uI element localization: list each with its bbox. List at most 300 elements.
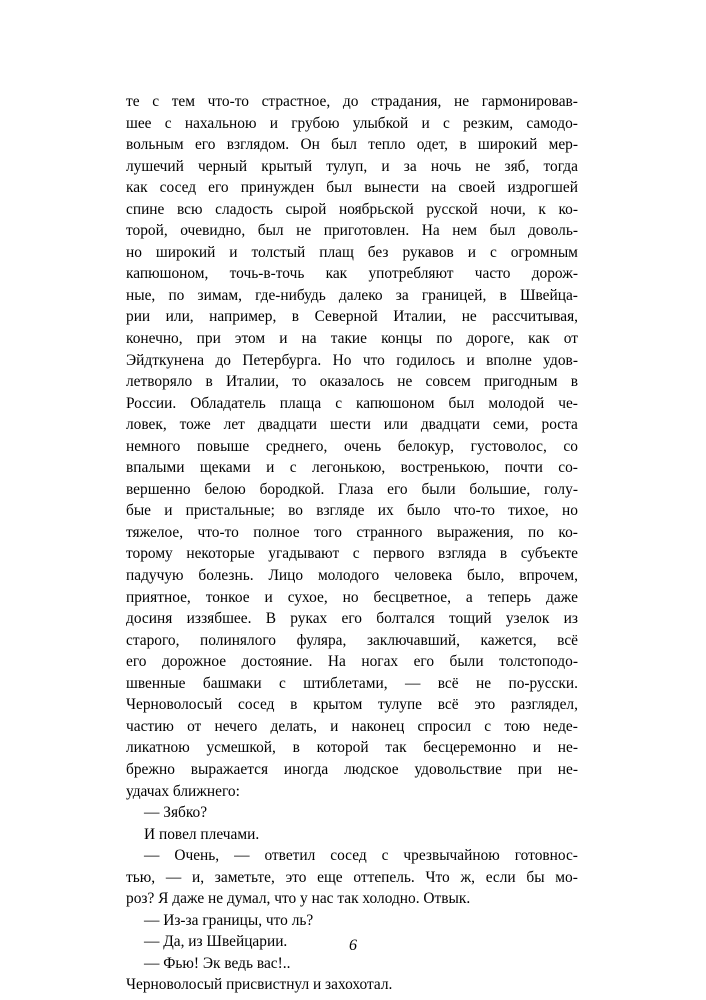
text-word: Северной	[314, 308, 378, 326]
text-word: не	[454, 93, 470, 110]
text-word: в	[291, 308, 300, 326]
text-word: большие,	[469, 480, 531, 498]
text-word: нахальною	[184, 114, 257, 132]
text-word: удовольствие	[414, 760, 502, 778]
text-line: — Из-за границы, что ль?	[144, 911, 314, 929]
text-word: был	[326, 179, 353, 197]
text-word: кажется,	[480, 631, 537, 649]
text-word: еще	[317, 868, 343, 886]
text-word: бесцветное,	[373, 588, 451, 606]
text-word: среднего,	[265, 437, 328, 455]
text-word: летворяло	[126, 373, 193, 391]
text-word: не-	[557, 760, 578, 778]
text-word: с	[289, 459, 297, 477]
text-line	[126, 242, 578, 264]
text-word: вполне	[486, 351, 532, 369]
text-word: ночь	[430, 157, 462, 175]
text-word: страдания,	[371, 93, 442, 110]
text-word: некоторые	[186, 545, 255, 563]
text-line	[126, 543, 578, 565]
text-word: тощий	[449, 610, 492, 628]
text-line: — Да, из Швейцарии.	[144, 933, 288, 951]
text-word: всё	[437, 696, 459, 714]
text-word: крытом	[313, 696, 363, 714]
text-word: немного	[126, 437, 181, 455]
text-word: был	[489, 222, 516, 240]
text-word: Петербурга.	[242, 351, 322, 369]
text-line	[126, 436, 578, 458]
text-word: крытый	[261, 157, 313, 175]
page-number: 6	[349, 937, 357, 954]
text-word: рассчитывая,	[492, 308, 578, 326]
text-word: и	[269, 114, 278, 132]
text-word: тулуп,	[326, 157, 368, 175]
text-line	[126, 587, 578, 609]
text-line	[126, 565, 578, 587]
text-word: улыбкой	[352, 114, 409, 132]
text-word: было,	[467, 567, 505, 585]
text-word: досиня	[126, 610, 173, 628]
text-word: резким,	[463, 114, 514, 132]
text-word: Черноволосый	[126, 696, 223, 714]
text-word: сладость	[215, 200, 273, 218]
text-word: неде-	[543, 717, 578, 735]
text-line	[126, 867, 578, 889]
text-word: бы	[526, 868, 545, 886]
text-word: с	[152, 93, 160, 110]
text-word: оттепель.	[353, 868, 415, 886]
text-word: оказалось	[319, 373, 384, 391]
text-word: голу-	[544, 480, 578, 498]
text-word: и	[466, 351, 475, 369]
text-word: сосед	[330, 847, 367, 865]
text-word: были	[421, 480, 456, 498]
text-word: с	[335, 394, 343, 412]
text-word: не	[475, 674, 492, 692]
text-line: удачах ближнего:	[126, 782, 240, 800]
text-word: готовнос-	[514, 847, 578, 865]
text-word: с	[279, 674, 286, 692]
text-word: с	[381, 847, 389, 865]
text-word: до	[342, 93, 359, 110]
text-line	[126, 91, 578, 113]
text-word: мо-	[555, 868, 578, 886]
text-word: огромным	[510, 243, 578, 261]
text-word: —	[165, 868, 182, 886]
text-line	[126, 694, 578, 716]
text-word: плаща	[279, 394, 322, 412]
text-line	[126, 651, 578, 673]
text-word: тоже	[179, 416, 211, 434]
text-word: в	[459, 136, 467, 154]
text-word: ко-	[558, 200, 578, 218]
text-word: дорожное	[161, 653, 227, 671]
text-word: конечно,	[126, 330, 183, 348]
text-word: иногда	[283, 760, 329, 778]
text-word: что-то	[197, 523, 239, 541]
text-word: На	[421, 222, 440, 240]
text-line: — Зябко?	[144, 804, 208, 822]
text-word: ночи,	[490, 200, 526, 218]
text-line	[126, 393, 578, 415]
text-word: востренькою,	[400, 459, 490, 477]
text-word: ж,	[460, 868, 475, 886]
text-word: заметьте,	[214, 868, 275, 886]
text-word: с	[484, 717, 492, 735]
text-word: двадцати	[420, 416, 480, 434]
text-line: Черноволосый присвистнул и захохотал.	[126, 976, 393, 994]
text-word: теперь	[487, 588, 532, 606]
text-word: и	[229, 243, 238, 261]
text-word: старого,	[126, 631, 180, 649]
text-line	[126, 156, 578, 178]
text-word: первого	[373, 545, 425, 563]
text-line: роз? Я даже не думал, что у нас так холодно. Отвык.	[126, 890, 471, 908]
text-word: Что	[425, 868, 450, 886]
text-word: а	[465, 588, 473, 606]
text-word: и	[421, 114, 430, 132]
text-word: это	[285, 868, 307, 886]
text-word: и,	[191, 868, 205, 886]
text-word: то	[292, 373, 307, 391]
text-word: концы	[381, 330, 423, 348]
text-word: ликатною	[126, 739, 190, 757]
text-word: вольным	[126, 136, 184, 154]
text-word: тою	[504, 717, 531, 735]
text-word: были	[449, 653, 484, 671]
text-line	[126, 737, 578, 759]
text-line	[126, 608, 578, 630]
text-word: тепло	[368, 136, 406, 154]
text-line	[126, 759, 578, 781]
text-word: полное	[253, 523, 300, 541]
text-word: лет	[223, 416, 245, 434]
text-word: не-	[557, 739, 578, 757]
text-word: которой	[316, 739, 369, 757]
text-word: их	[377, 502, 394, 520]
text-word: при	[196, 330, 221, 348]
text-word: с	[352, 545, 360, 563]
text-word: в	[499, 286, 507, 304]
text-word: бые	[126, 502, 152, 520]
text-word: но	[561, 502, 578, 520]
text-word: полинялого	[200, 631, 277, 649]
text-word: всё	[437, 674, 459, 692]
text-word: ногах	[361, 653, 399, 671]
text-word: штиблетами,	[303, 674, 388, 692]
text-word: Италии,	[225, 373, 279, 391]
text-word: русской	[426, 200, 478, 218]
text-word: по-русски.	[508, 674, 578, 692]
text-word: его	[413, 653, 435, 671]
text-word: чрезвычайною	[403, 847, 500, 865]
text-word: —	[404, 674, 421, 692]
text-word: одет,	[416, 136, 449, 154]
text-word: страстное,	[261, 93, 331, 110]
text-word: или,	[165, 308, 194, 326]
text-word: торому	[126, 545, 173, 563]
text-word: рукавов	[402, 243, 454, 261]
text-word: людское	[344, 760, 399, 778]
text-word: так	[385, 739, 407, 757]
text-word: не	[475, 157, 491, 175]
text-word: молодой	[488, 394, 545, 412]
text-word: бесцеремонно	[423, 739, 517, 757]
text-word: зяб,	[504, 157, 530, 175]
text-word: но	[342, 588, 359, 606]
text-word: и	[467, 243, 477, 261]
text-word: по	[528, 523, 544, 541]
text-word: семи,	[492, 416, 529, 434]
text-word: рии	[126, 308, 151, 326]
text-word: угадывают	[268, 545, 340, 563]
text-word: в	[205, 373, 213, 391]
text-word: к	[538, 200, 546, 218]
text-line: — Фью! Эк ведь вас!..	[144, 954, 291, 972]
text-word: легонькою,	[312, 459, 386, 477]
text-word: издрогшей	[507, 179, 578, 197]
text-word: за	[403, 157, 417, 175]
text-word: странного	[356, 523, 423, 541]
text-word: швенные	[126, 674, 186, 692]
text-word: с	[489, 243, 497, 261]
text-word: толстый	[251, 243, 306, 261]
text-word: фуляра,	[296, 631, 347, 649]
text-word: с	[442, 114, 450, 132]
text-word: и	[279, 330, 288, 348]
text-word: если	[485, 868, 516, 886]
text-word: бородкой.	[259, 480, 325, 498]
text-word: Обладатель	[190, 394, 266, 412]
text-word: делать,	[270, 717, 317, 735]
text-line	[126, 457, 578, 479]
text-line	[126, 673, 578, 695]
text-word: как	[528, 330, 550, 348]
text-word: болезнь.	[198, 567, 254, 585]
text-word: Глаза	[338, 480, 374, 498]
text-word: почти	[504, 459, 543, 477]
text-line	[126, 630, 578, 652]
text-word: щеками	[199, 459, 251, 477]
text-word: за	[395, 286, 409, 304]
text-word: того	[314, 523, 342, 541]
text-word: зимам,	[197, 286, 242, 304]
text-word: Италии,	[393, 308, 447, 326]
text-word: Швейца-	[519, 286, 578, 304]
text-word: со	[563, 437, 578, 455]
text-word: его	[387, 480, 408, 498]
text-word: всё	[557, 631, 578, 649]
text-word: тем	[171, 93, 195, 110]
text-word: дорож-	[531, 265, 578, 283]
text-word: тулупе	[378, 696, 423, 714]
text-word: границей,	[421, 286, 487, 304]
text-word: удов-	[543, 351, 578, 369]
text-word: от	[187, 717, 202, 735]
text-line	[126, 414, 578, 436]
text-word: роста	[541, 416, 578, 434]
text-word: был	[331, 136, 357, 154]
text-word: при	[517, 760, 542, 778]
text-word: где-нибудь	[255, 286, 326, 304]
text-word: Но	[332, 351, 352, 369]
text-word: например,	[209, 308, 277, 326]
text-word: человека	[394, 567, 453, 585]
text-word: дороге,	[466, 330, 515, 348]
text-word: брежно	[126, 760, 175, 778]
text-word: совсем	[425, 373, 471, 391]
text-word: В	[265, 610, 276, 628]
text-word: всю	[176, 200, 203, 218]
text-word: нем	[452, 222, 478, 240]
text-word: —	[144, 847, 160, 865]
text-word: молодого	[317, 567, 380, 585]
text-word: с	[164, 114, 172, 132]
text-word: ко-	[558, 523, 578, 541]
text-word: не	[397, 373, 413, 391]
text-word: капюшоном,	[126, 265, 209, 283]
text-word: лушечий	[126, 157, 184, 175]
text-word: даже	[545, 588, 578, 606]
text-word: часто	[474, 265, 511, 283]
text-word: приятное,	[126, 588, 191, 606]
text-word: черный	[198, 157, 248, 175]
text-word: приготовлен.	[323, 222, 410, 240]
text-line	[126, 306, 578, 328]
text-word: Эйдткунена	[126, 351, 205, 369]
text-word: тогда	[543, 157, 578, 175]
text-word: шести	[329, 416, 371, 434]
text-line	[126, 285, 578, 307]
text-word: ловек,	[126, 416, 167, 434]
text-word: тяжелое,	[126, 523, 184, 541]
text-word: что-то	[207, 93, 249, 110]
text-word: взгляде	[316, 502, 365, 520]
text-word: наконец	[351, 717, 405, 735]
text-line	[126, 500, 578, 522]
text-word: выражается	[190, 760, 269, 778]
text-line	[126, 134, 578, 156]
text-word: руках	[290, 610, 328, 628]
text-word: со-	[558, 459, 578, 477]
text-word: до	[215, 351, 231, 369]
text-word: Очень,	[174, 847, 220, 865]
text-line	[126, 350, 578, 372]
text-line	[126, 371, 578, 393]
text-word: те	[126, 93, 140, 110]
text-word: пристальные;	[185, 502, 275, 520]
text-word: такие	[330, 330, 367, 348]
page-body-text	[126, 91, 578, 996]
text-word: годилось	[396, 351, 456, 369]
text-word: узелок	[505, 610, 550, 628]
text-word: спине	[126, 200, 165, 218]
text-word: широкий	[477, 136, 538, 154]
text-word: разглядел,	[510, 696, 578, 714]
text-word: во	[288, 502, 303, 520]
text-word: вынести	[364, 179, 420, 197]
text-word: его	[194, 136, 216, 154]
text-word: и	[532, 739, 542, 757]
text-word: торой,	[126, 222, 168, 240]
text-word: на	[301, 330, 317, 348]
text-word: его	[208, 179, 229, 197]
text-word: в	[499, 545, 508, 563]
text-word: без	[367, 243, 389, 261]
text-word: сухое,	[287, 588, 328, 606]
text-word: самодо-	[526, 114, 578, 132]
text-word: доволь-	[527, 222, 578, 240]
text-word: в	[290, 696, 298, 714]
text-word: впрочем,	[519, 567, 578, 585]
text-line	[126, 479, 578, 501]
text-word: взглядом.	[226, 136, 290, 154]
text-word: впалыми	[126, 459, 185, 477]
text-word: повыше	[196, 437, 250, 455]
text-word: но	[126, 243, 142, 261]
text-word: спросил	[417, 717, 472, 735]
text-line	[126, 263, 578, 285]
text-word: по	[436, 330, 453, 348]
text-word: что-то	[453, 502, 495, 520]
text-word: это	[474, 696, 496, 714]
text-word: было	[406, 502, 441, 520]
text-word: гармонировав-	[481, 93, 578, 110]
text-word: болтался	[376, 610, 435, 628]
text-word: ноябрьской	[338, 200, 414, 218]
text-line	[126, 113, 578, 135]
text-word: сосед	[159, 179, 197, 197]
text-word: или	[383, 416, 408, 434]
text-word: что	[362, 351, 385, 369]
text-word: шее	[126, 114, 152, 132]
text-line	[126, 328, 578, 350]
text-word: пригодным	[483, 373, 558, 391]
text-word: употребляют	[368, 265, 454, 283]
text-word: тонкое	[205, 588, 250, 606]
text-word: и	[330, 717, 339, 735]
text-word: белокур,	[397, 437, 455, 455]
text-word: своей	[458, 179, 496, 197]
text-word: достояние.	[241, 653, 313, 671]
text-word: Лицо	[268, 567, 304, 585]
text-word: на	[431, 179, 447, 197]
text-word: не	[461, 308, 477, 326]
text-word: как	[126, 179, 148, 197]
text-word: башмаки	[202, 674, 262, 692]
text-word: На	[327, 653, 346, 671]
text-word: по	[168, 286, 185, 304]
text-line	[126, 522, 578, 544]
text-line	[126, 199, 578, 221]
text-word: нечего	[214, 717, 258, 735]
text-word: густоволос,	[470, 437, 547, 455]
text-line	[126, 220, 578, 242]
text-word: в	[292, 739, 300, 757]
text-word: капюшоном	[356, 394, 435, 412]
text-word: белою	[204, 480, 246, 498]
text-word: и	[164, 502, 173, 520]
text-line	[126, 845, 578, 867]
text-word: плащ	[319, 243, 354, 261]
text-word: из	[563, 610, 578, 628]
text-word: и	[264, 588, 273, 606]
text-word: был	[448, 394, 475, 412]
text-word: выражения,	[436, 523, 514, 541]
text-word: не	[296, 222, 312, 240]
text-word: мер-	[548, 136, 578, 154]
text-word: —	[234, 847, 250, 865]
